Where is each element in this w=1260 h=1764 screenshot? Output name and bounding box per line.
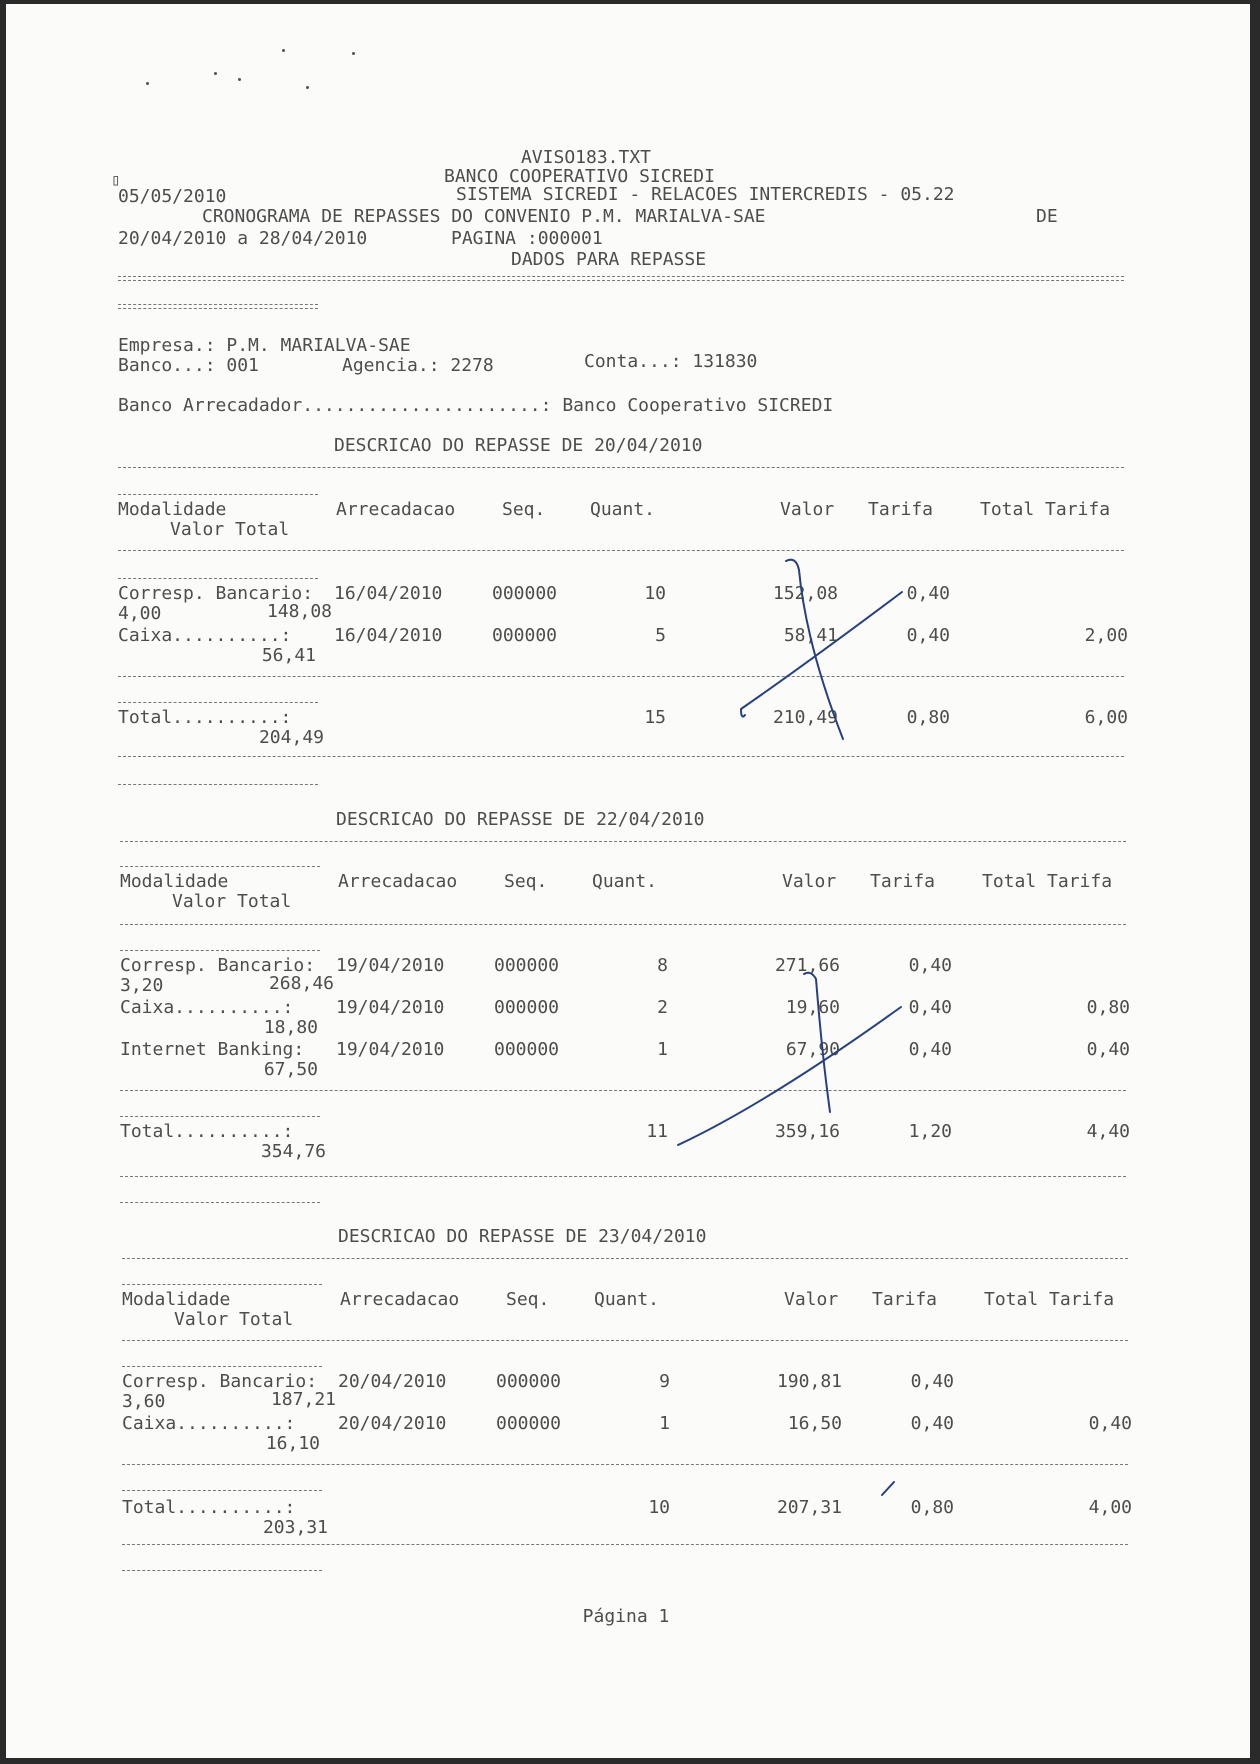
scan-speck <box>352 52 355 55</box>
col-modalidade: Modalidade <box>118 499 227 520</box>
scan-speck <box>238 78 241 81</box>
total-total-tarifa: 4,40 <box>1086 1121 1130 1142</box>
col-tarifa: Tarifa <box>870 871 936 892</box>
col-quant: Quant. <box>592 871 658 892</box>
row-date: 19/04/2010 <box>336 997 445 1018</box>
total-valor: 210,49 <box>772 707 838 728</box>
dashed-rule <box>120 841 1126 842</box>
total-tarifa: 1,20 <box>908 1121 952 1142</box>
row-label: Caixa..........: <box>118 625 292 646</box>
dashed-rule <box>122 1340 1128 1341</box>
dashed-rule <box>118 756 1124 757</box>
scan-speck <box>282 49 285 52</box>
dashed-rule <box>120 950 320 951</box>
section-title: DESCRICAO DO REPASSE DE 23/04/2010 <box>338 1226 707 1247</box>
row-total-tarifa: 2,00 <box>1084 625 1128 646</box>
page-number: PAGINA :000001 <box>451 228 603 249</box>
dashed-rule <box>118 494 318 495</box>
row-date: 16/04/2010 <box>334 625 443 646</box>
total-label: Total..........: <box>122 1497 296 1518</box>
row-valor: 152,08 <box>772 583 838 604</box>
col-arrecadacao: Arrecadacao <box>338 871 458 892</box>
col-total-tarifa: Total Tarifa <box>984 1289 1115 1310</box>
row-valor-total: 18,80 <box>263 1017 318 1038</box>
dashed-rule <box>120 924 1126 925</box>
row-valor-total: 56,41 <box>261 645 316 666</box>
marker-glyph: ▯ <box>111 170 121 189</box>
row-total-tarifa: 3,60 <box>122 1391 166 1412</box>
row-seq: 000000 <box>492 583 558 604</box>
row-seq: 000000 <box>494 997 560 1018</box>
row-quant: 5 <box>655 625 666 646</box>
row-tarifa: 0,40 <box>908 1039 952 1060</box>
total-total-tarifa: 4,00 <box>1088 1497 1132 1518</box>
dashed-rule <box>120 1176 1126 1177</box>
row-tarifa: 0,40 <box>906 625 950 646</box>
row-date: 20/04/2010 <box>338 1413 447 1434</box>
col-valor: Valor <box>782 871 837 892</box>
col-modalidade: Modalidade <box>120 871 229 892</box>
report-subtitle: DADOS PARA REPASSE <box>511 249 707 270</box>
row-label: Corresp. Bancario: <box>122 1371 318 1392</box>
total-tarifa: 0,80 <box>910 1497 954 1518</box>
row-label: Caixa..........: <box>122 1413 296 1434</box>
dashed-rule <box>120 866 320 867</box>
row-date: 19/04/2010 <box>336 1039 445 1060</box>
total-valor-total: 354,76 <box>260 1141 326 1162</box>
report-date: 05/05/2010 <box>118 186 227 207</box>
col-valor-total: Valor Total <box>174 1309 294 1330</box>
col-valor-total: Valor Total <box>172 891 292 912</box>
row-valor: 67,90 <box>785 1039 840 1060</box>
section-title: DESCRICAO DO REPASSE DE 22/04/2010 <box>336 809 705 830</box>
row-date: 19/04/2010 <box>336 955 445 976</box>
row-total-tarifa: 3,20 <box>120 975 164 996</box>
collecting-bank: Banco Arrecadador......................: Banco Cooperativo SICREDI <box>118 395 834 416</box>
total-valor-total: 204,49 <box>258 727 324 748</box>
col-modalidade: Modalidade <box>122 1289 231 1310</box>
total-total-tarifa: 6,00 <box>1084 707 1128 728</box>
double-rule <box>118 276 1124 281</box>
report-period: 20/04/2010 a 28/04/2010 <box>118 228 368 249</box>
total-label: Total..........: <box>118 707 292 728</box>
row-valor-total: 268,46 <box>268 973 334 994</box>
row-date: 20/04/2010 <box>338 1371 447 1392</box>
total-label: Total..........: <box>120 1121 294 1142</box>
document-page <box>6 4 1250 1758</box>
dashed-rule <box>120 1090 1126 1091</box>
dashed-rule <box>118 578 318 579</box>
total-valor: 359,16 <box>774 1121 840 1142</box>
row-valor: 190,81 <box>776 1371 842 1392</box>
row-quant: 9 <box>659 1371 670 1392</box>
dashed-rule <box>122 1366 322 1367</box>
col-tarifa: Tarifa <box>872 1289 938 1310</box>
row-quant: 2 <box>657 997 668 1018</box>
row-seq: 000000 <box>494 955 560 976</box>
dashed-rule <box>120 1116 320 1117</box>
row-label: Caixa..........: <box>120 997 294 1018</box>
row-total-tarifa: 0,40 <box>1086 1039 1130 1060</box>
dashed-rule <box>122 1284 322 1285</box>
row-seq: 000000 <box>496 1371 562 1392</box>
total-quant: 10 <box>648 1497 670 1518</box>
row-tarifa: 0,40 <box>908 955 952 976</box>
row-seq: 000000 <box>494 1039 560 1060</box>
row-valor: 58,41 <box>783 625 838 646</box>
total-valor-total: 203,31 <box>262 1517 328 1538</box>
dashed-rule <box>122 1570 322 1571</box>
section-title: DESCRICAO DO REPASSE DE 20/04/2010 <box>334 435 703 456</box>
double-rule <box>118 304 318 309</box>
row-quant: 1 <box>659 1413 670 1434</box>
dashed-rule <box>118 676 1124 677</box>
dashed-rule <box>122 1544 1128 1545</box>
dashed-rule <box>118 784 318 785</box>
row-valor: 271,66 <box>774 955 840 976</box>
system-name: SISTEMA SICREDI - RELACOES INTERCREDIS - 05.22 <box>456 184 955 205</box>
row-label: Corresp. Bancario: <box>120 955 316 976</box>
row-valor-total: 16,10 <box>265 1433 320 1454</box>
company-line: Empresa.: P.M. MARIALVA-SAE <box>118 335 411 356</box>
col-seq: Seq. <box>504 871 548 892</box>
col-seq: Seq. <box>506 1289 550 1310</box>
col-seq: Seq. <box>502 499 546 520</box>
dashed-rule <box>122 1258 1128 1259</box>
scan-speck <box>214 72 217 75</box>
file-name: AVISO183.TXT <box>520 147 652 168</box>
row-total-tarifa: 0,40 <box>1088 1413 1132 1434</box>
bank-name: BANCO COOPERATIVO SICREDI <box>444 166 715 187</box>
total-valor: 207,31 <box>776 1497 842 1518</box>
row-total-tarifa: 0,80 <box>1086 997 1130 1018</box>
row-valor: 19,60 <box>785 997 840 1018</box>
row-label: Internet Banking: <box>120 1039 305 1060</box>
row-seq: 000000 <box>496 1413 562 1434</box>
row-valor-total: 187,21 <box>270 1389 336 1410</box>
schedule-de: DE <box>1036 206 1058 227</box>
row-date: 16/04/2010 <box>334 583 443 604</box>
col-total-tarifa: Total Tarifa <box>982 871 1113 892</box>
row-seq: 000000 <box>492 625 558 646</box>
row-quant: 8 <box>657 955 668 976</box>
row-quant: 10 <box>644 583 666 604</box>
account: Conta...: 131830 <box>584 351 758 372</box>
row-tarifa: 0,40 <box>910 1413 954 1434</box>
dashed-rule <box>120 1202 320 1203</box>
row-total-tarifa: 4,00 <box>118 603 162 624</box>
row-valor-total: 67,50 <box>263 1059 318 1080</box>
footer-page: Página 1 <box>582 1606 670 1627</box>
total-quant: 11 <box>646 1121 668 1142</box>
row-tarifa: 0,40 <box>908 997 952 1018</box>
dashed-rule <box>118 467 1124 468</box>
col-arrecadacao: Arrecadacao <box>340 1289 460 1310</box>
agency: Agencia.: 2278 <box>342 355 494 376</box>
schedule-title: CRONOGRAMA DE REPASSES DO CONVENIO P.M. MARIALVA-SAE <box>202 206 766 227</box>
scan-speck <box>306 86 309 89</box>
dashed-rule <box>122 1464 1128 1465</box>
col-quant: Quant. <box>590 499 656 520</box>
row-quant: 1 <box>657 1039 668 1060</box>
row-tarifa: 0,40 <box>906 583 950 604</box>
total-tarifa: 0,80 <box>906 707 950 728</box>
col-valor-total: Valor Total <box>170 519 290 540</box>
row-valor: 16,50 <box>787 1413 842 1434</box>
total-quant: 15 <box>644 707 666 728</box>
row-valor-total: 148,08 <box>266 601 332 622</box>
row-tarifa: 0,40 <box>910 1371 954 1392</box>
dashed-rule <box>122 1490 322 1491</box>
col-valor: Valor <box>780 499 835 520</box>
scan-speck <box>146 82 149 85</box>
dashed-rule <box>118 702 318 703</box>
col-valor: Valor <box>784 1289 839 1310</box>
row-label: Corresp. Bancario: <box>118 583 314 604</box>
col-quant: Quant. <box>594 1289 660 1310</box>
bank-code: Banco...: 001 <box>118 355 259 376</box>
col-tarifa: Tarifa <box>868 499 934 520</box>
dashed-rule <box>118 550 1124 551</box>
col-total-tarifa: Total Tarifa <box>980 499 1111 520</box>
col-arrecadacao: Arrecadacao <box>336 499 456 520</box>
